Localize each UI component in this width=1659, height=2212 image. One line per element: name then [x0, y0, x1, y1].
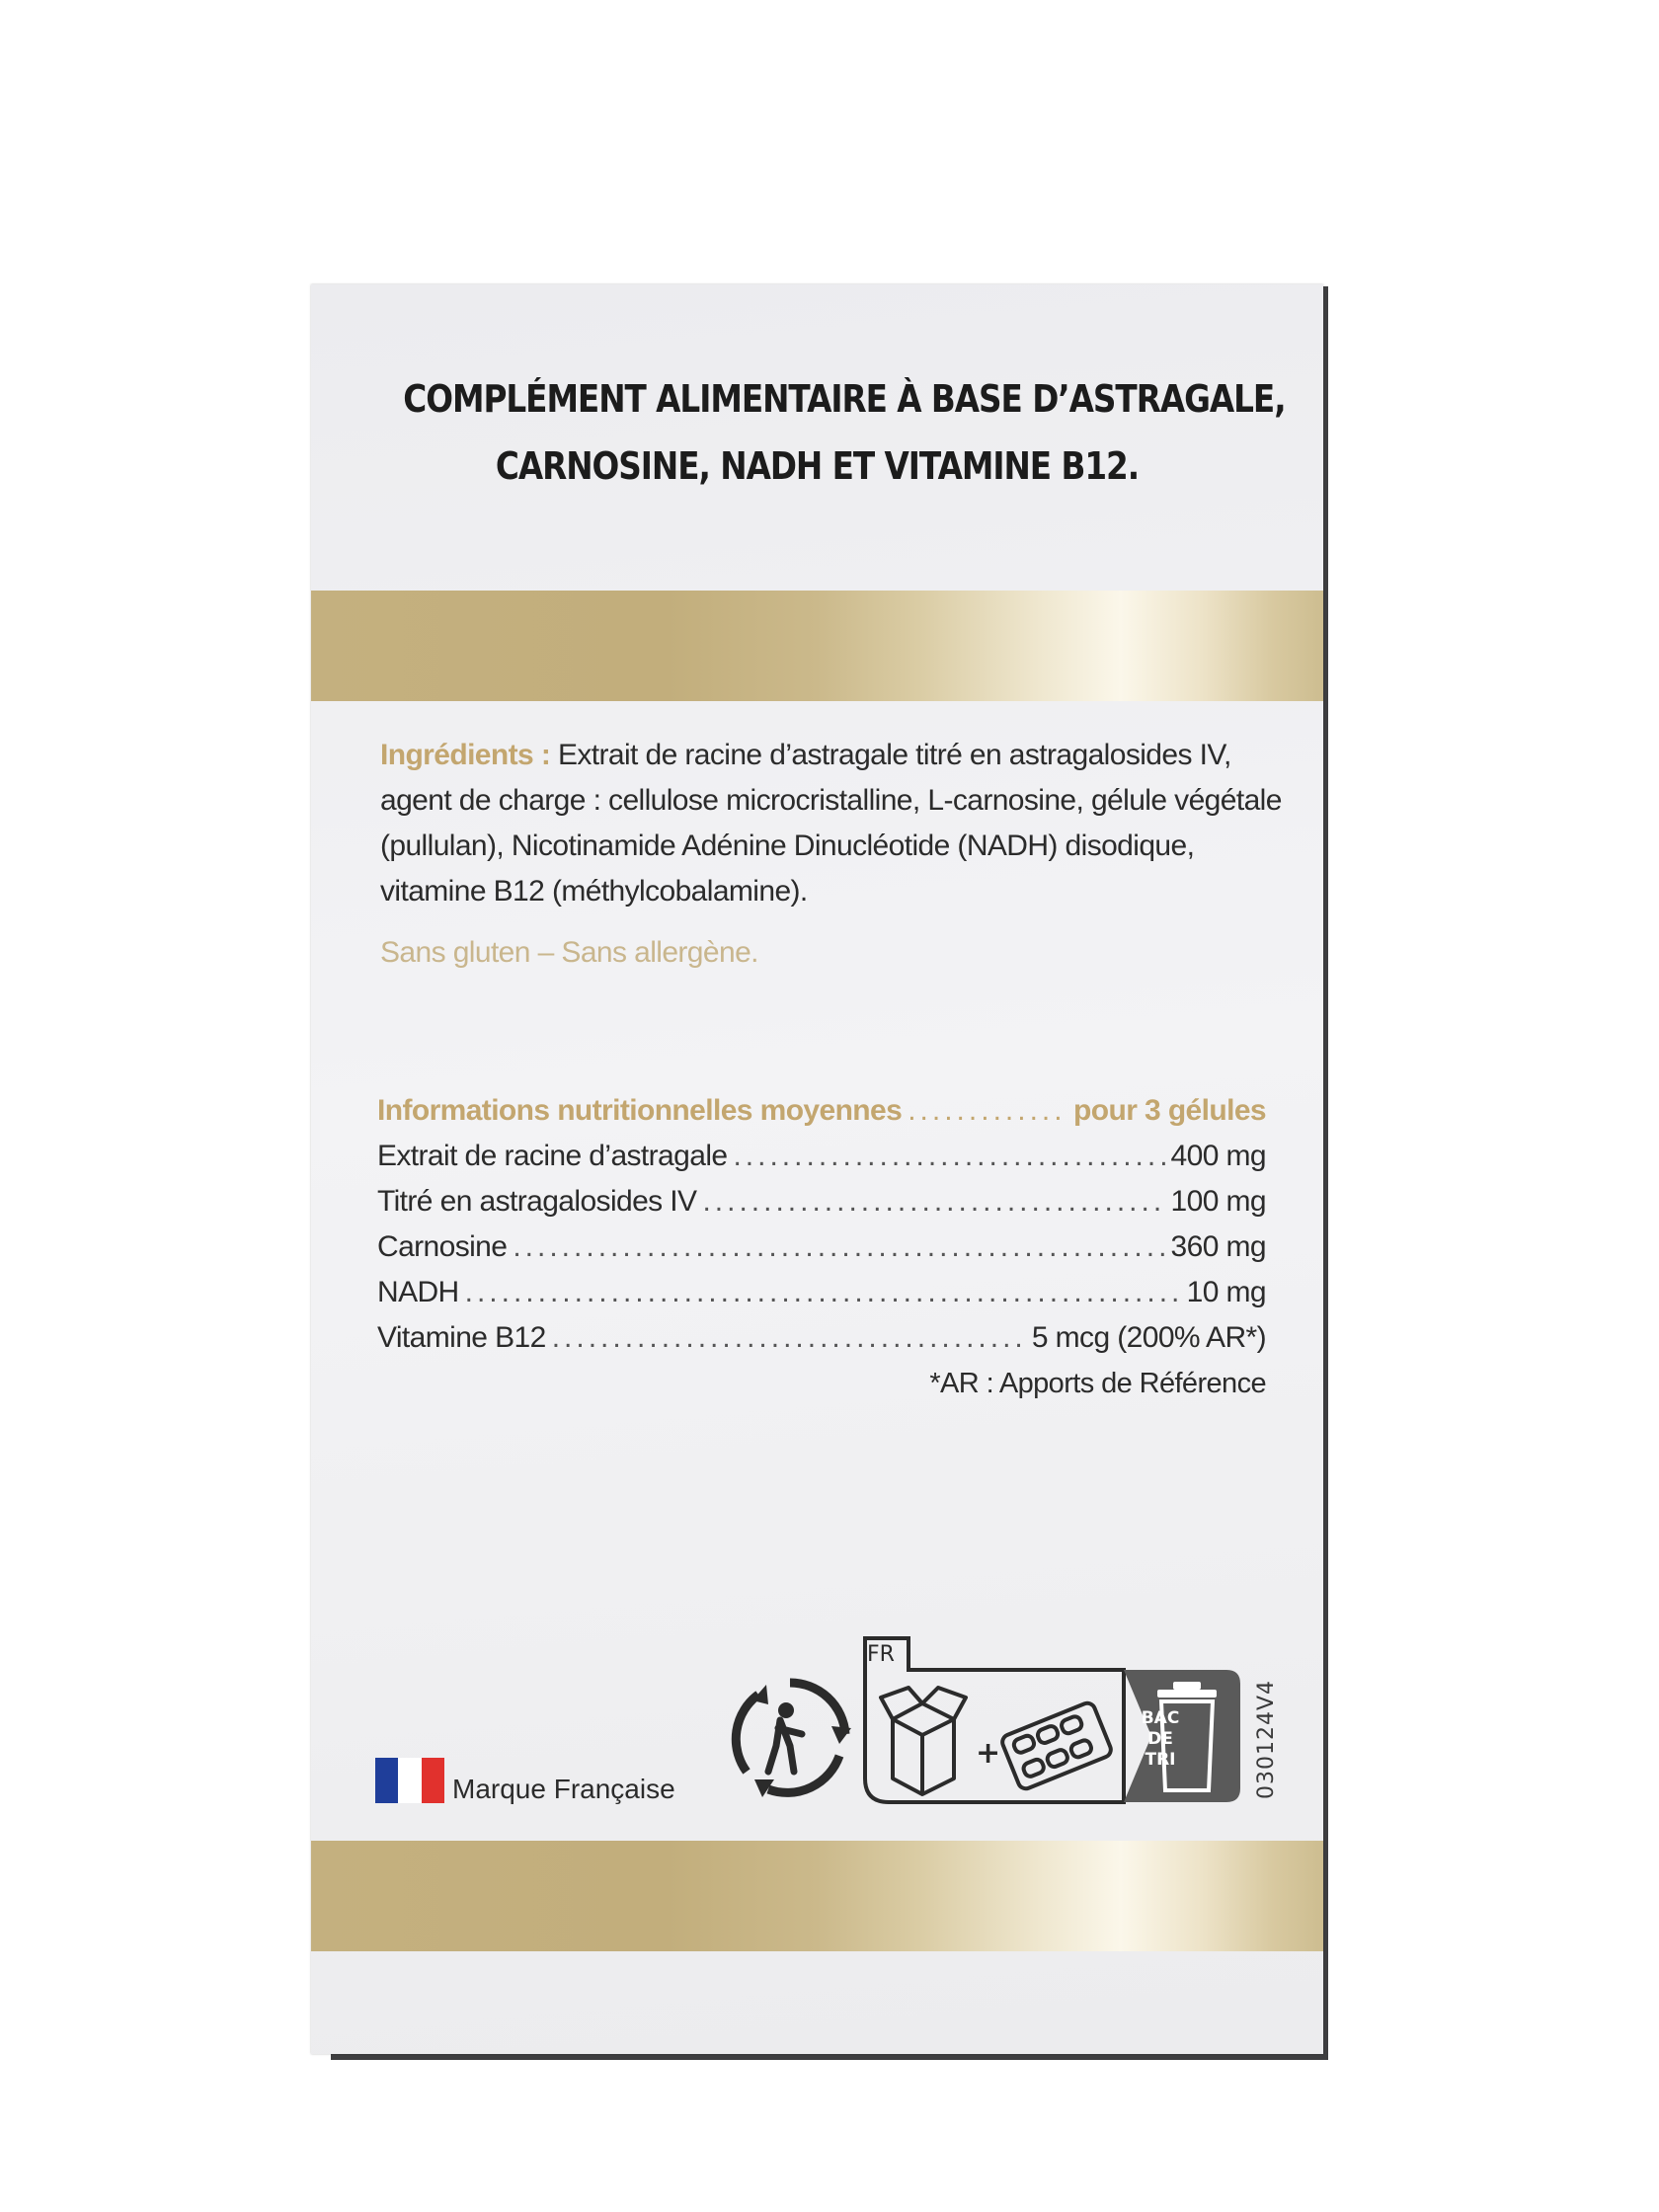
nutrition-header-value: pour 3 gélules: [1073, 1094, 1266, 1127]
lot-code: 030124V4: [1254, 1679, 1279, 1799]
leader-dots: [733, 1140, 1164, 1173]
leader-dots: [702, 1185, 1164, 1219]
nutrient-name: Extrait de racine d’astragale: [377, 1140, 728, 1172]
plus-sign: +: [976, 1736, 1001, 1771]
product-title: [403, 365, 1286, 500]
ingredients-text: Extrait de racine d’astragale titré en astragalosides IV, agent de charge : cellulose microcristalline, L-carnosine, gélule végétale (pullulan), Nicotinamide Adénine Dinucléotide (NADH) disodique, vitamine B12 (méthylcobalamine).: [380, 739, 1282, 908]
leader-dots: [908, 1094, 1067, 1128]
nutrition-row: [377, 1185, 1266, 1230]
nutrition-header: [377, 1094, 1266, 1140]
bin-label-line-3: TRI: [1145, 1750, 1176, 1770]
title-line-2: CARNOSINE, NADH ET VITAMINE B12.: [495, 444, 1140, 488]
nutrient-name: Vitamine B12: [377, 1321, 546, 1354]
leader-dots: [513, 1230, 1164, 1264]
nutrient-name: NADH: [377, 1276, 459, 1308]
ingredients-block: [380, 733, 1299, 914]
nutrient-value: 5 mcg (200% AR*): [1031, 1321, 1266, 1354]
leader-dots: [552, 1321, 1026, 1355]
title-line-1: COMPLÉMENT ALIMENTAIRE À BASE D’ASTRAGALE,: [403, 377, 1286, 421]
cardboard-box-icon: [881, 1688, 966, 1794]
country-tag: FR: [867, 1642, 895, 1667]
nutrition-row: [377, 1321, 1266, 1367]
gold-band-bottom: [311, 1841, 1323, 1951]
nutrition-row: [377, 1230, 1266, 1276]
brand-origin-label: Marque Française: [452, 1774, 675, 1804]
nutrition-header-label: Informations nutritionnelles moyennes: [377, 1094, 903, 1127]
blister-pack-icon: [1000, 1700, 1113, 1790]
bin-label: [1126, 1708, 1195, 1771]
leader-dots: [465, 1276, 1181, 1309]
allergen-note: Sans gluten – Sans allergène.: [380, 936, 758, 969]
nutrient-value: 100 mg: [1170, 1185, 1266, 1218]
ingredients-label: Ingrédients :: [380, 739, 551, 771]
nutrition-table: [377, 1094, 1266, 1367]
french-flag-icon: [375, 1758, 444, 1803]
nutrient-value: 400 mg: [1170, 1140, 1266, 1172]
gold-band-top: [311, 591, 1323, 701]
bin-label-line-1: BAC: [1141, 1708, 1180, 1728]
nutrition-row: [377, 1140, 1266, 1185]
nutrition-row: [377, 1276, 1266, 1321]
reference-intake-note: *AR : Apports de Référence: [929, 1368, 1266, 1399]
triman-recycling-icon: [729, 1677, 851, 1799]
nutrient-value: 10 mg: [1186, 1276, 1266, 1308]
bin-label-line-2: DE: [1147, 1729, 1173, 1749]
nutrient-value: 360 mg: [1170, 1230, 1266, 1263]
nutrient-name: Carnosine: [377, 1230, 508, 1263]
nutrient-name: Titré en astragalosides IV: [377, 1185, 697, 1218]
